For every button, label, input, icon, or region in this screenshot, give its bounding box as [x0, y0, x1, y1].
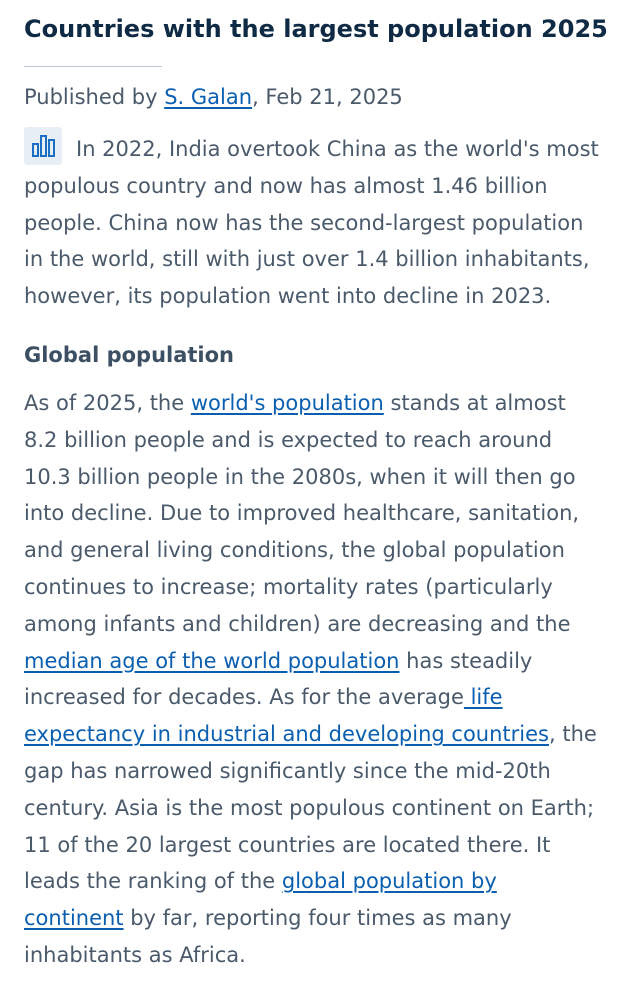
body-line: and general living conditions, the global population	[24, 538, 565, 563]
body-line: As of 2025, the world's population stands at almost	[24, 390, 566, 415]
section-heading: Global population	[24, 342, 234, 367]
byline-prefix: Published by	[24, 85, 165, 109]
body-line: 11 of the 20 largest countries are located there. It	[24, 832, 551, 857]
page-title: Countries with the largest population 2025	[24, 15, 608, 43]
body-line: 8.2 billion people and is expected to reach around	[24, 427, 553, 452]
body-line: century. Asia is the most populous continent on Earth;	[24, 795, 595, 820]
author-link[interactable]: S. Galan	[164, 85, 253, 109]
median-age-link[interactable]: median age of the world population	[24, 648, 400, 673]
body-line: median age of the world population has steadily	[24, 648, 533, 673]
body-line: inhabitants as Africa.	[24, 942, 246, 967]
intro-line: in the world, still with just over 1.4 billion inhabitants,	[24, 247, 590, 272]
body-line: continues to increase; mortality rates (particularly	[24, 574, 553, 599]
intro-line: populous country and now has almost 1.46 billion	[24, 173, 548, 198]
intro-line: people. China now has the second-largest population	[24, 210, 584, 235]
population-by-continent-link[interactable]: global population by	[281, 869, 497, 894]
body-line: leads the ranking of the global population by	[24, 869, 497, 894]
body-line: among infants and children) are decreasing and the	[24, 611, 571, 636]
intro-line: however, its population went into decline in 2023.	[24, 284, 552, 309]
byline	[24, 81, 609, 113]
body-line: 10.3 billion people in the 2080s, when it will then go	[24, 464, 576, 489]
life-expectancy-link-cont[interactable]: expectancy in industrial and developing countries	[24, 722, 549, 747]
life-expectancy-link[interactable]: life	[463, 685, 503, 710]
intro-line: In 2022, India overtook China as the world's most	[24, 127, 609, 168]
body-line: expectancy in industrial and developing countries, the	[24, 722, 597, 747]
byline-date: , Feb 21, 2025	[252, 85, 403, 109]
title-divider	[24, 66, 162, 67]
intro-paragraph	[24, 127, 609, 315]
worlds-population-link[interactable]: world's population	[190, 390, 384, 415]
body-line: gap has narrowed significantly since the mid-20th	[24, 758, 551, 783]
body-line: continent by far, reporting four times as many	[24, 906, 512, 931]
body-paragraph	[24, 385, 609, 974]
body-line: into decline. Due to improved healthcare, sanitation,	[24, 501, 580, 526]
population-by-continent-link-cont[interactable]: continent	[24, 906, 124, 931]
body-line: increased for decades. As for the average life	[24, 685, 503, 710]
bar-chart-icon[interactable]	[24, 127, 62, 165]
